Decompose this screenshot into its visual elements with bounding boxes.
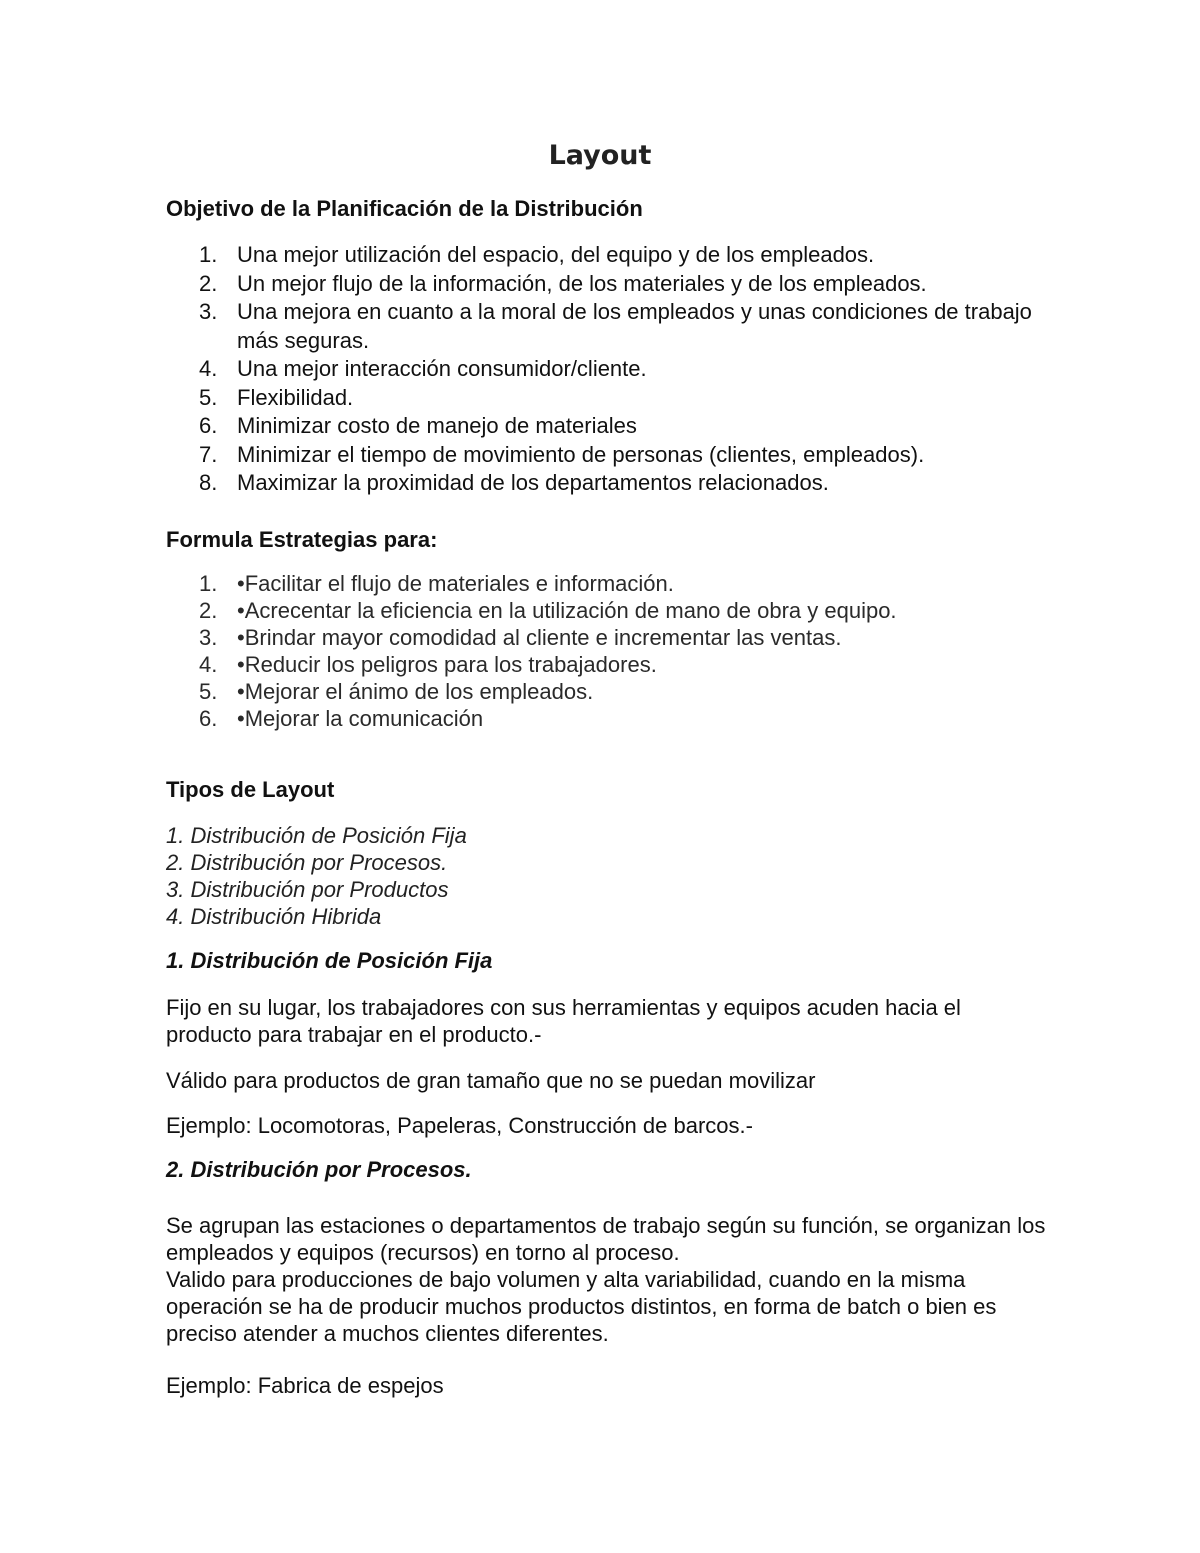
- list-item: 2. •Acrecentar la eficiencia en la utilización de mano de obra y equipo.: [199, 598, 897, 623]
- list-item: 6. Minimizar costo de manejo de materiales: [199, 413, 637, 438]
- list-item: 4. •Reducir los peligros para los trabajadores.: [199, 652, 657, 677]
- list-item: 2. Distribución por Procesos.: [166, 850, 448, 875]
- list-item: 7. Minimizar el tiempo de movimiento de personas (clientes, empleados).: [199, 441, 925, 467]
- list-item: 1. Una mejor utilización del espacio, del equipo y de los empleados.: [199, 242, 875, 267]
- list-item: 8. Maximizar la proximidad de los departamentos relacionados.: [199, 470, 829, 495]
- paragraph: Ejemplo: Fabrica de espejos: [166, 1373, 444, 1398]
- list-item: 5. Flexibilidad.: [199, 384, 354, 410]
- tipos-list: [166, 822, 1046, 930]
- section-heading-tipos: Tipos de Layout: [166, 777, 335, 802]
- paragraph: Ejemplo: Locomotoras, Papeleras, Construcción de barcos.-: [166, 1113, 753, 1138]
- list-item: 2. Un mejor flujo de la información, de los materiales y de los empleados.: [199, 270, 927, 296]
- objetivo-list: [166, 241, 1046, 498]
- list-item: 4. Una mejor interacción consumidor/cliente.: [199, 356, 647, 381]
- page-title: Layout: [548, 140, 652, 171]
- section-heading-procesos: 2. Distribución por Procesos.: [166, 1157, 472, 1182]
- list-item: 5. •Mejorar el ánimo de los empleados.: [199, 679, 594, 704]
- section-heading-estrategias: Formula Estrategias para:: [166, 527, 438, 552]
- paragraph: Fijo en su lugar, los trabajadores con sus herramientas y equipos acuden hacia el producto para trabajar en el producto.-: [166, 995, 961, 1047]
- list-item: 3. Distribución por Productos: [166, 877, 449, 902]
- paragraph: Valido para producciones de bajo volumen y alta variabilidad, cuando en la misma operación se ha de producir muchos productos distintos, en forma de batch o bien es preciso atender a muchos clientes diferentes.: [166, 1267, 997, 1346]
- estrategias-list: [166, 570, 1046, 732]
- section-heading-posicion-fija: 1. Distribución de Posición Fija: [166, 948, 493, 973]
- section-heading-objetivo: Objetivo de la Planificación de la Distribución: [166, 196, 643, 221]
- list-item: 1. Distribución de Posición Fija: [166, 823, 467, 848]
- paragraph: Se agrupan las estaciones o departamentos de trabajo según su función, se organizan los empleados y equipos (recursos) en torno al proceso.: [166, 1213, 1046, 1265]
- list-item: 3. Una mejora en cuanto a la moral de los empleados y unas condiciones de trabajo más seguras.: [199, 299, 1032, 353]
- list-item: 6. •Mejorar la comunicación: [199, 706, 484, 731]
- paragraph: Válido para productos de gran tamaño que no se puedan movilizar: [166, 1068, 816, 1093]
- list-item: 3. •Brindar mayor comodidad al cliente e incrementar las ventas.: [199, 625, 842, 650]
- list-item: 1. •Facilitar el flujo de materiales e información.: [199, 571, 674, 596]
- list-item: 4. Distribución Hibrida: [166, 904, 382, 929]
